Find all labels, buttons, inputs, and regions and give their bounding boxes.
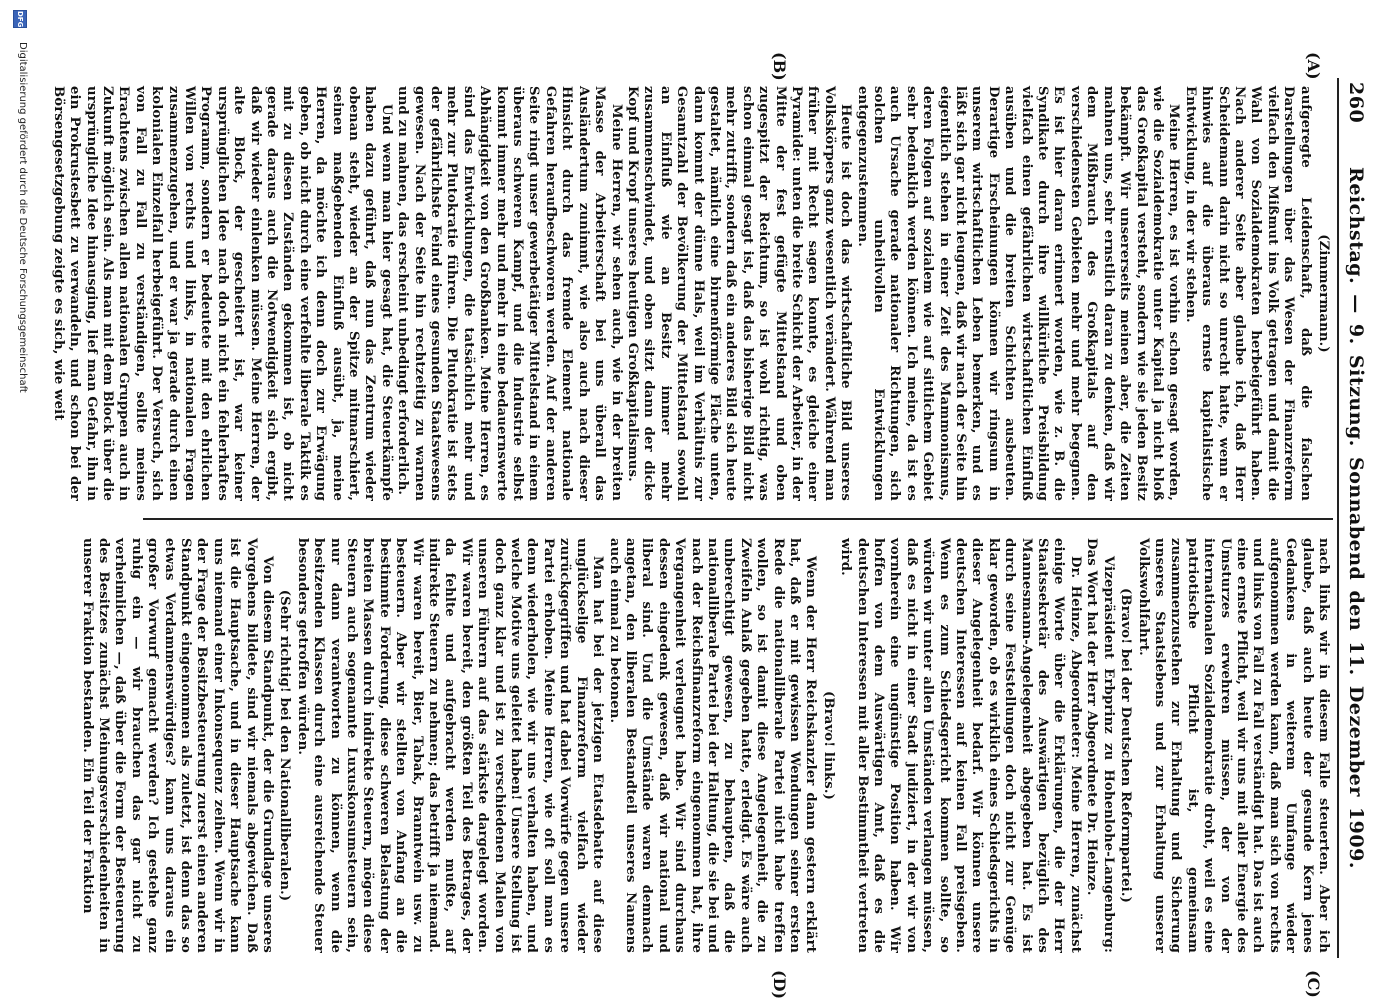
paragraph: nach links wir in diesem Falle steuerten. Aber ich glaube, daß auch heute der gesunde Kern jenes Gedankens in weiterem Umfange wieder aufgenommen werden kann, daß man sich von rechts und links von Fall zu Fall verständigt hat. Das ist auch eine ernste Pflicht, weil wir uns mit aller Energie des Umsturzes erwehren müssen, der von der internationalen Sozialdemokratie droht, weil es eine patriotische Pflicht ist, gemeinsam zusammenzustehen zur Erhaltung und Sicherung unseres Staatslebens und zur Erhaltung unserer Volkswohlfahrt. [1135, 538, 1331, 953]
margin-marker-c: (C) [1304, 970, 1323, 998]
left-column [50, 86, 1331, 501]
margin-marker-b: (B) [770, 52, 789, 81]
speaker-note: (Zimmermann.) [1316, 234, 1331, 353]
page-number: 260 [1345, 82, 1367, 124]
applause-note: (Sehr richtig! bei den Nationalliberalen.) [277, 589, 293, 902]
paragraph: aufgeregte Leidenschaft, daß die falschen Darstellungen über das Wesen der Finanzreform vielfach den Mißmut ins Volk getragen und damit die Wahl von Sozialdemokraten herbeigeführt haben. Nach anderer Seite aber glaube ich, daß Herr Scheidemann darin nicht so unrecht hatte, wenn er hinwies auf die überaus ernste kapitalistische Entwicklung, in der wir stehen. [1182, 86, 1313, 501]
paragraph: Dr. Heinze, Abgeordneter: Meine Herren, zunächst einige Worte über die Erklärungen, die der Herr Staatssekretär des Auswärtigen bezüglich des Mannesmann-Angelegenheit abgegeben hat. Es ist durch seine Feststellungen doch nicht zur Genüge klar geworden, ob es wirklich eines Schiedsgerichts in dieser Angelegenheit bedarf. Wir können unsere deutschen Interessen auf keinen Fall preisgeben. Wenn es zum Schiedsgericht kommen sollte, so würden wir unter allen Umständen verlangen müssen, daß es nicht in einer Stadt judiziert, in der wir von vornherein eine ungünstige Position haben. Wir hoffen von dem Auswärtigen Amt, daß es die deutschen Interessen mit aller Bestimmtheit vertreten wird. [838, 538, 1083, 953]
margin-marker-d: (D) [770, 970, 789, 1000]
document-sheet [50, 52, 1369, 1000]
header-rule [1337, 78, 1339, 958]
paragraph: Heute ist doch das wirtschaftliche Bild unseres Volkskörpers ganz wesentlich verändert. Während man früher mit Recht sagen konnte, es gleiche einer Pyramide: unten die breite Schicht der Arbeiter, in der Mitte der fest gefügte Mittelstand und oben zugespitzt der Reichtum, so ist wohl richtig, was schon einmal gesagt ist, daß das bisherige Bild nicht mehr zutrifft, sondern daß ein anderes Bild sich heute gestaltet, nämlich eine birnenförmige Fläche unten, dann kommt der dünne Hals, weil im Verhältnis zur Gesamtzahl der Bevölkerung der Mittelstand sowohl an Einfluß wie an Besitz immer mehr zusammenschwindet, und oben sitzt dann der dicke Kopf und Kropf unseres heutigen Großkapitalismus. [624, 86, 854, 501]
margin-marker-a: (A) [1304, 52, 1323, 80]
page-header [1343, 78, 1369, 958]
dfg-logo-icon: DFG [13, 10, 27, 28]
paragraph: Man hat bei der jetzigen Etatsdebatte auf diese unglückselige Finanzreform vielfach wieder zurückgegriffen und hat dabei Vorwürfe gegen unsere Partei erhoben. Meine Herren, wie oft soll man es denn wiederholen, wie wir uns verhalten haben, und welche Motive uns geleitet haben! Unsere Stellung ist doch ganz klar und ist zu verschiedenen Malen von unseren Führern auf das stärkste dargelegt worden. Wir waren bereit, den größten Teil des Betrages, der da fehlte und aufgebracht werden mußte, auf indirekte Steuern zu nehmen; das betrifft ja niemand. Wir waren bereit, Bier, Tabak, Branntwein usw. zu besteuern. Aber wir stellten von Anfang an die bestimmte Forderung, diese schweren Belastung der breiten Massen durch indirekte Steuern, mögen diese Steuern auch sogenannte Luxuskonsumsteuern sein, nur dann verantworten zu können, wenn die besitzenden Klassen durch eine ausreichende Steuer besonders getroffen würden. [294, 538, 606, 953]
paragraph: Und wenn man hier gesagt hat, die Steuerkämpfe haben dazu geführt, daß nun das Zentrum wieder obenan steht, wieder an der Spitze mitmarschiert, seinen maßgebenden Einfluß ausübt, ja, meine Herren, da möchte ich denn doch zur Erwägung geben, ob nicht durch eine verfehlte liberale Taktik es mit zu diesen Zuständen gekommen ist, ob nicht gerade daraus auch die Notwendigkeit sich ergibt, daß wir wieder einlenken müssen. Meine Herren, der alte Block, der gescheitert ist, war keiner ursprünglichen Idee nach doch nicht ein fehlerhaftes Programm, sondern er bedeutete mit den ehrlichen Willen von rechts und links, in nationalen Fragen zusammenzugehen, und er war ja gerade durch einen kolonialen Einzelfall herbeigeführt. Der Versuch, sich von Fall zu Fall zu verständigen, sollte meines Erachtens zwischen allen nationalen Gruppen auch in Zukunft möglich sein. Als man mit dem Block über die ursprüngliche Idee hinausging, lief man Gefahr, ihn in ein Prokrustesbett zu verwandeln, und schon bei der Börsengesetzgebung zeigte es sich, wie weit [50, 86, 394, 501]
vice-president-remark: Vizepräsident Erbprinz zu Hohenlohe-Langenburg: Das Wort hat der Herr Abgeordnete Dr. Heinze. [1084, 538, 1116, 953]
applause-note: (Bravo! bei der Deutschen Reformpartei.) [1118, 588, 1134, 903]
paragraph: Meine Herren, wir sehen auch, wie in der breiten Masse der Arbeiterschaft bei uns überall das Ausländertum zunimmt, wie also auch nach dieser Hinsicht durch das fremde Element nationale Gefahren heraufbeschworen werden. Auf der anderen Seite ringt unser gewerbetätiger Mittelstand in einem überaus schweren Kampf, und die Industrie selbst kommt immer mehr und mehr in eine bedauernswerte Abhängigkeit von den Großbanken. Meine Herren, es sind das Entwicklungen, die tatsächlich mehr und mehr zur Plutokratie führen. Die Plutokratie ist stets der gefährlichste Feind eines gesunden Staatswesens gewesen. Nach der Seite hin rechtzeitig zu warnen und zu mahnen, das erscheint unbedingt erforderlich. [395, 86, 624, 501]
credit-text: Digitalisierung gefördert durch die Deutsche Forschungsgemeinschaft [17, 42, 28, 393]
digitization-credit [17, 20, 28, 980]
running-head: Reichstag. — 9. Sitzung. Sonnabend den 11. Dezember 1909. [1345, 167, 1367, 869]
paragraph: Von diesem Standpunkt, der die Grundlage unseres Vorgehens bildete, sind wir niemals abgewichen. Daß ist die Hauptsache, und in dieser Hauptsache kann uns niemand einer Inkonsequenz zeihen. Wenn wir in der Frage der Besitzbesteuerung zuerst einen anderen Standpunkt eingenommen als zuletzt, ist denn das so etwas Verdammenswürdiges? kann uns daraus ein großer Vorwurf gemacht werden? Ich gestehe ganz ruhig ein — wir brauchen das gar nicht zu verheimlichen —, daß über die Form der Besteuerung des Besitzes zunächst Meinungsverschiedenheiten in unserer Fraktion bestanden. Ein Teil der Fraktion [79, 538, 275, 953]
paragraph: Meine Herren, es ist vorhin schon gesagt worden, wie die Sozialdemokratie unter Kapital ja nicht bloß das Großkapital versteht, sondern wie sie jeden Besitz bekämpft. Wir unsererseits meinen aber, die Zeiten mahnen uns, sehr ernstlich daran zu denken, daß wir dem Mißbrauch des Großkapitals auf den verschiedensten Gebieten mehr und mehr begegnen. Es ist hier daran erinnert worden, wie z. B. die Syndikate durch ihre willkürliche Preisbildung vielfach einen gefährlichen wirtschaftlichen Einfluß ausüben und die breiten Schichten ausbeuten. Derartige Erscheinungen können wir ringsum in unserem wirtschaftlichen Leben bemerken, und es läßt sich gar nicht leugnen, daß wir nach der Seite hin eigentlich stehen in einer Zeit des Mammonismus, deren Folgen auf sozialem wie auf sittlichem Gebiet sehr bedenklich werden können. Ich meine, da ist es auch Ursache gerade nationaler Richtungen, sich solchen unheilvollen Entwicklungen entgegenzustemmen. [854, 86, 1182, 501]
applause-note: (Bravo! links.) [820, 691, 836, 800]
right-column [79, 538, 1331, 953]
column-divider [143, 518, 1333, 520]
paragraph: Wenn der Herr Reichskanzler dann gestern erklärt hat, daß er mit gewissen Wendungen seiner ersten Rede die nationalliberale Partei nicht habe treffen wollen, so ist damit diese Angelegenheit, die zu Zweifeln Anlaß gegeben hatte, erledigt. Es wäre auch unberechtigt gewesen, zu behaupten, daß die nationalliberale Partei bei der Haltung, die sie bei und nach der Reichsfinanzreform eingenommen hat, ihre Vergangenheit verleugnet habe. Wir sind durchaus dessen eingedenk gewesen, daß wir national und liberal sind. Und die Umstände waren demnach angetan, den liberalen Bestandteil unseres Namens auch einmal zu betonen. [606, 538, 819, 953]
